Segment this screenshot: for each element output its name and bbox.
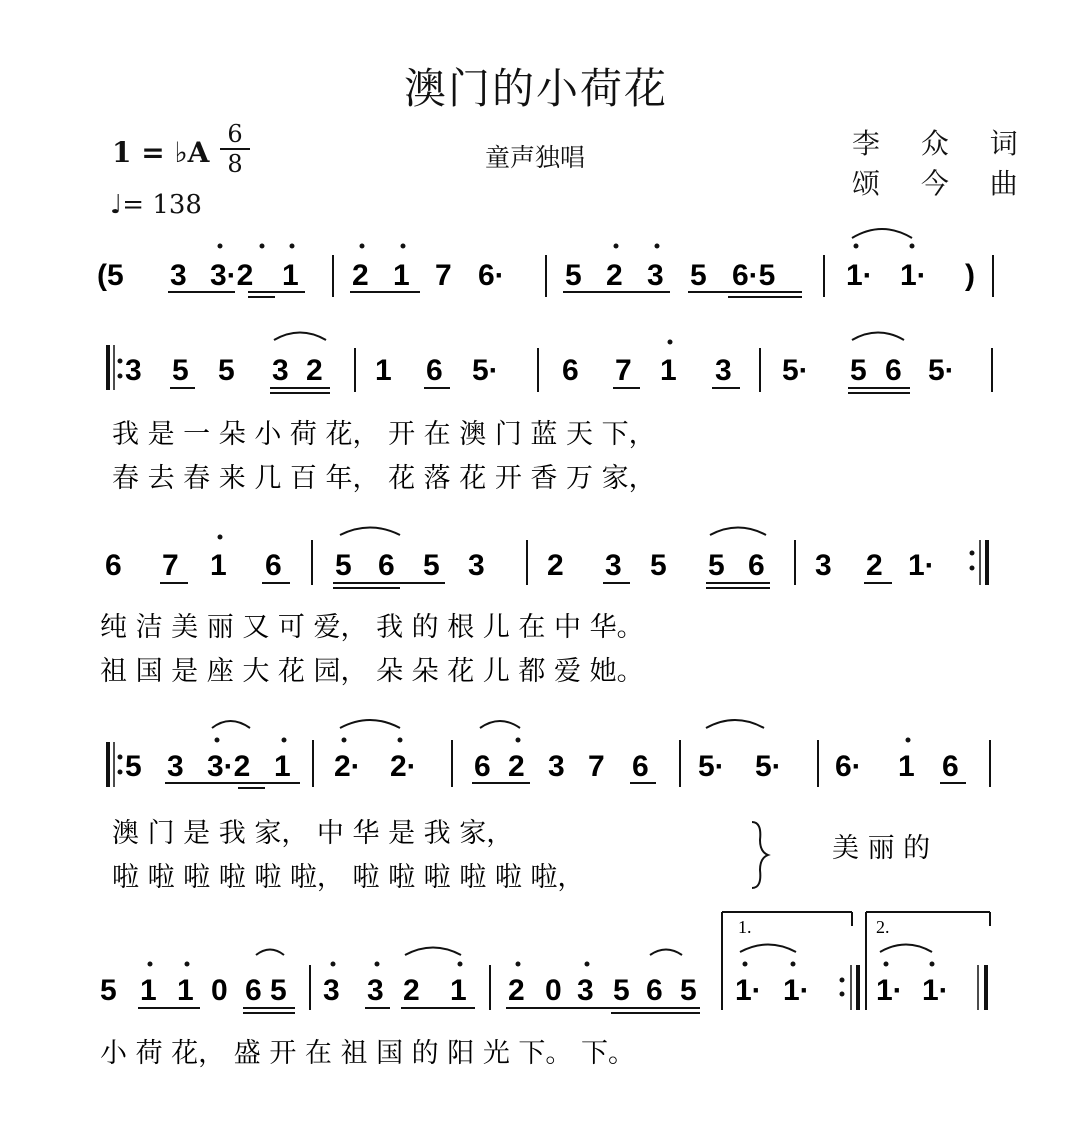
note: 3 xyxy=(170,259,187,292)
note: 5· xyxy=(472,354,499,387)
lyric-line: 小 荷 花， 盛 开 在 祖 国 的 阳 光 下。 下。 xyxy=(100,1038,635,1069)
time-signature-bottom: 8 xyxy=(227,150,243,178)
lyricist-credit: 李 众 词 xyxy=(852,127,1034,160)
note: 1 xyxy=(375,354,392,387)
lyric-line: 纯 洁 美 丽 又 可 爱， 我 的 根 儿 在 中 华。 xyxy=(100,612,644,643)
note: 5 xyxy=(650,549,667,582)
note: 2 xyxy=(403,974,420,1007)
note: 6·5 xyxy=(732,259,776,292)
note: 7 xyxy=(588,750,605,783)
system-5 xyxy=(100,912,990,1069)
note: 1 xyxy=(898,750,915,783)
note: 5 xyxy=(565,259,582,292)
note: 2· xyxy=(334,750,361,783)
note: 6 xyxy=(378,549,395,582)
note: 7 xyxy=(615,354,632,387)
note: 2 xyxy=(606,259,623,292)
note: 7 xyxy=(435,259,452,292)
note: 6 xyxy=(474,750,491,783)
note: 1· xyxy=(735,974,762,1007)
note: 5· xyxy=(928,354,955,387)
note: 2 xyxy=(508,750,525,783)
note: 5 xyxy=(125,750,142,783)
note: 5 xyxy=(613,974,630,1007)
note: 5· xyxy=(698,750,725,783)
note: ) xyxy=(965,259,975,292)
note: 5 xyxy=(270,974,287,1007)
note: 1 xyxy=(282,259,299,292)
note: 6 xyxy=(885,354,902,387)
time-signature-top: 6 xyxy=(227,120,243,148)
volta-2: 2. xyxy=(876,917,890,937)
note: 3 xyxy=(815,549,832,582)
note: 6 xyxy=(562,354,579,387)
note: 3 xyxy=(577,974,594,1007)
note: 1· xyxy=(908,549,935,582)
note: 6 xyxy=(942,750,959,783)
note: 6 xyxy=(105,549,122,582)
note: 2 xyxy=(866,549,883,582)
composer-credit: 颂 今 曲 xyxy=(852,167,1034,200)
lyric-line: 啦 啦 啦 啦 啦 啦， 啦 啦 啦 啦 啦 啦， xyxy=(112,862,585,893)
note: 6 xyxy=(245,974,262,1007)
note: 2 xyxy=(306,354,323,387)
note: 1· xyxy=(846,259,873,292)
performance-note: 童声独唱 xyxy=(485,143,586,172)
note: 5 xyxy=(218,354,235,387)
note: 5· xyxy=(782,354,809,387)
note: 6· xyxy=(835,750,862,783)
key-signature: 1 = ♭A xyxy=(112,136,210,169)
note: 6 xyxy=(748,549,765,582)
note: 1 xyxy=(177,974,194,1007)
note: 3 xyxy=(272,354,289,387)
note: 2 xyxy=(352,259,369,292)
note: 3 xyxy=(125,354,142,387)
note: 2· xyxy=(390,750,417,783)
note: 1 xyxy=(140,974,157,1007)
lyric-line: 澳 门 是 我 家， 中 华 是 我 家， xyxy=(112,818,514,849)
note: (5 xyxy=(97,259,124,292)
system-4 xyxy=(108,720,990,893)
note: 6· xyxy=(478,259,505,292)
system-3 xyxy=(100,528,987,688)
note: 5 xyxy=(423,549,440,582)
note: 5 xyxy=(172,354,189,387)
note: 1 xyxy=(210,549,227,582)
bridge-lyric: 美 丽 的 xyxy=(832,833,931,864)
note: 0 xyxy=(545,974,562,1007)
note: 1 xyxy=(450,974,467,1007)
note: 1 xyxy=(393,259,410,292)
note: 6 xyxy=(265,549,282,582)
note: 0 xyxy=(211,974,228,1007)
system-2 xyxy=(108,333,992,495)
note: 5 xyxy=(335,549,352,582)
note: 3 xyxy=(715,354,732,387)
note: 1· xyxy=(876,974,903,1007)
tempo-marking: ♩= 138 xyxy=(110,190,202,220)
note: 5 xyxy=(690,259,707,292)
lyric-line: 春 去 春 来 几 百 年， 花 落 花 开 香 万 家， xyxy=(112,463,656,494)
note: 3 xyxy=(605,549,622,582)
note: 1· xyxy=(922,974,949,1007)
note: 2 xyxy=(508,974,525,1007)
note: 1· xyxy=(783,974,810,1007)
note: 3 xyxy=(323,974,340,1007)
note: 3 xyxy=(167,750,184,783)
note: 3 xyxy=(468,549,485,582)
note: 5· xyxy=(755,750,782,783)
note: 5 xyxy=(850,354,867,387)
system-1 xyxy=(97,229,993,297)
note: 5 xyxy=(680,974,697,1007)
note: 3 xyxy=(647,259,664,292)
lyric-line: 祖 国 是 座 大 花 园， 朵 朵 花 儿 都 爱 她。 xyxy=(100,656,644,687)
volta-1: 1. xyxy=(738,917,752,937)
note: 3 xyxy=(367,974,384,1007)
note: 2 xyxy=(547,549,564,582)
note: 6 xyxy=(426,354,443,387)
note: 5 xyxy=(708,549,725,582)
note: 1 xyxy=(660,354,677,387)
note: 1· xyxy=(900,259,927,292)
note: 7 xyxy=(162,549,179,582)
note: 3·2 xyxy=(210,259,254,292)
lyric-line: 我 是 一 朵 小 荷 花， 开 在 澳 门 蓝 天 下， xyxy=(112,419,656,450)
note: 3·2 xyxy=(207,750,251,783)
song-title: 澳门的小荷花 xyxy=(403,64,668,113)
note: 1 xyxy=(274,750,291,783)
note: 5 xyxy=(100,974,117,1007)
note: 6 xyxy=(646,974,663,1007)
note: 6 xyxy=(632,750,649,783)
note: 3 xyxy=(548,750,565,783)
